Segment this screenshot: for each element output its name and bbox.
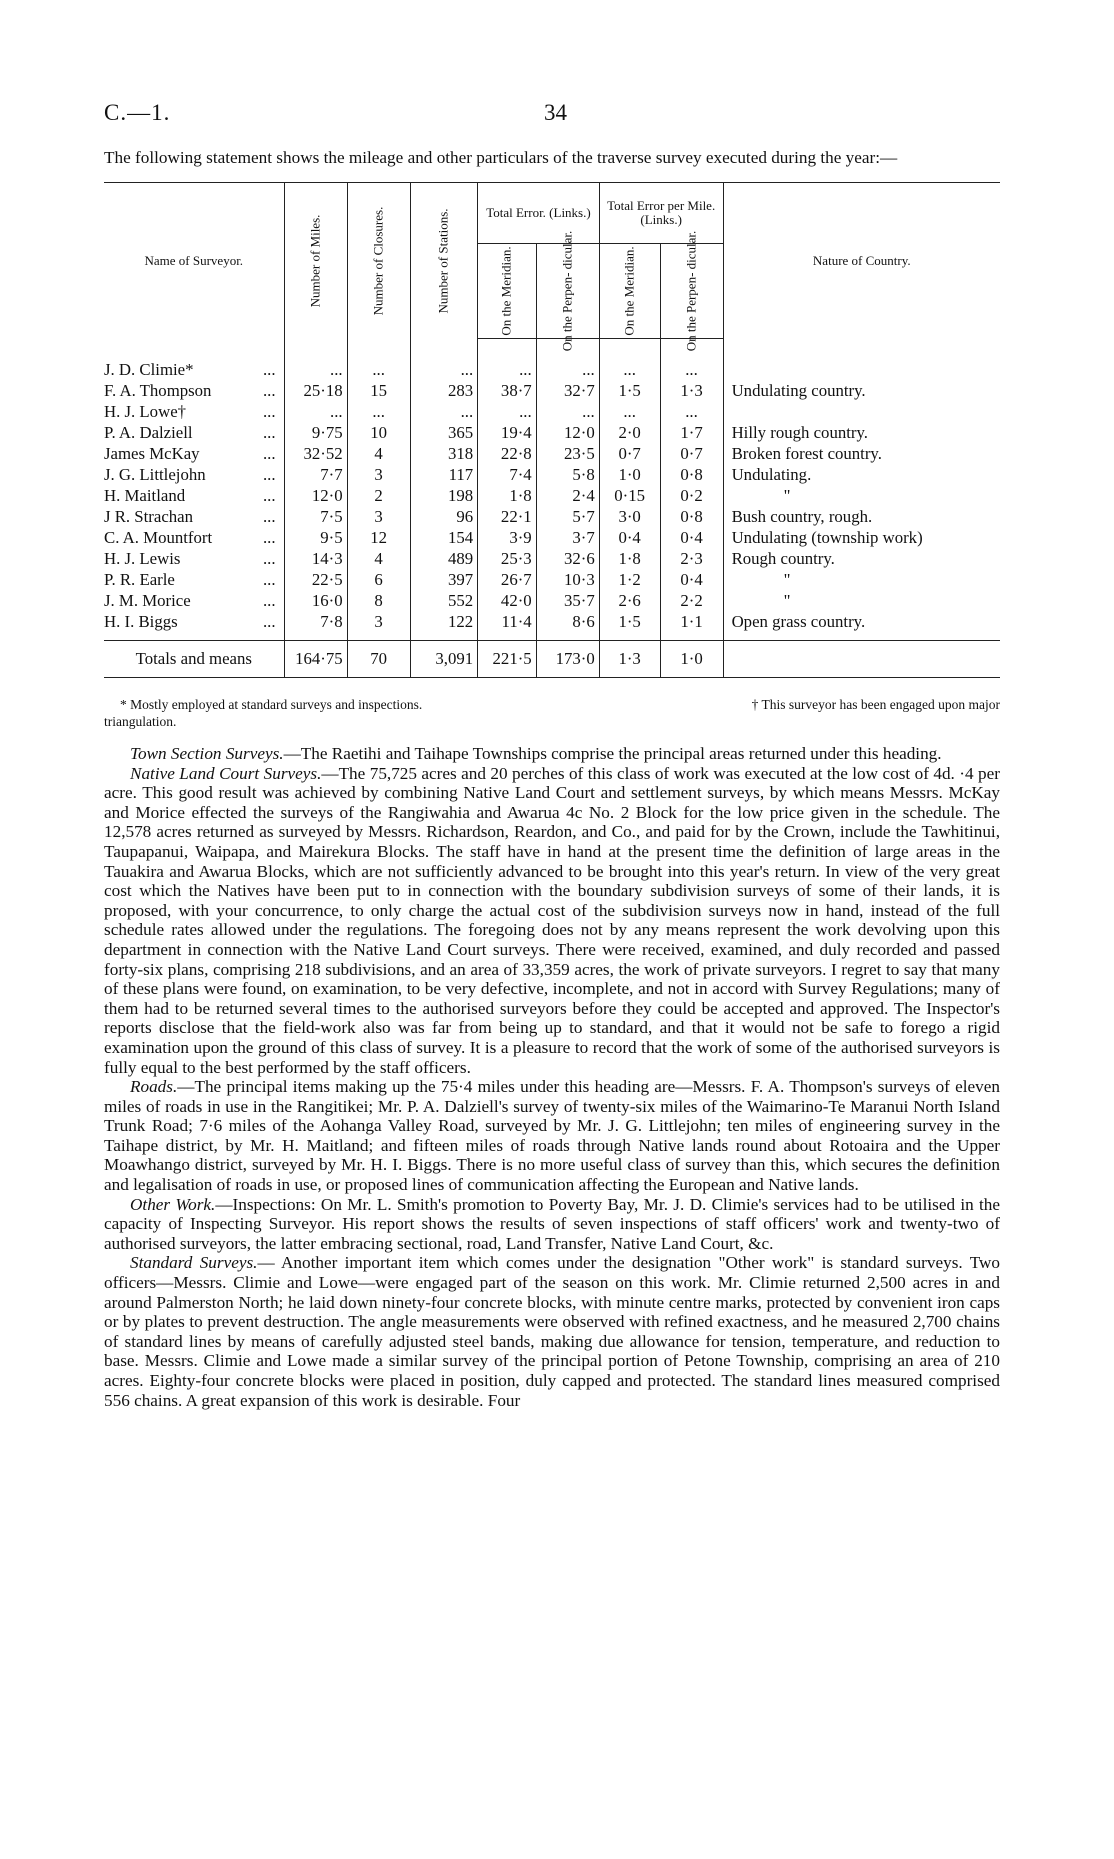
cell-pm-mer: 0·4 <box>599 527 660 548</box>
cell-stations: 283 <box>410 380 478 401</box>
cell-pm-mer: 2·6 <box>599 590 660 611</box>
surveyor-name-cell <box>104 590 284 611</box>
totals-miles: 164·75 <box>284 641 347 678</box>
totals-stations: 3,091 <box>410 641 478 678</box>
cell-te-mer: ... <box>478 339 537 381</box>
page-number: 34 <box>544 100 567 125</box>
leader-dots: ... <box>262 549 276 568</box>
surveyor-name-cell <box>104 527 284 548</box>
leader-dots: ... <box>262 402 276 421</box>
surveyor-name-cell <box>104 401 284 422</box>
leader-dots: ... <box>262 570 276 589</box>
heading-roads: Roads. <box>130 1077 178 1097</box>
cell-nature: Undulating country. <box>723 380 1000 401</box>
footnotes <box>104 696 1000 713</box>
header-te-perpendicular: On the Perpen- dicular. <box>536 244 599 339</box>
cell-closures: 3 <box>347 611 410 641</box>
cell-te-perp: 8·6 <box>536 611 599 641</box>
header-pm-meridian: On the Meridian. <box>599 244 660 339</box>
footnote-star: * Mostly employed at standard surveys and inspections. <box>120 697 423 712</box>
header-te-meridian: On the Meridian. <box>478 244 537 339</box>
cell-pm-perp: 1·1 <box>660 611 723 641</box>
table-row <box>104 422 1000 443</box>
cell-miles: 32·52 <box>284 443 347 464</box>
cell-closures: 12 <box>347 527 410 548</box>
cell-pm-perp: 0·4 <box>660 527 723 548</box>
report-body <box>104 744 1000 1410</box>
leader-dots: ... <box>262 423 276 442</box>
traverse-survey-table <box>104 182 1000 678</box>
surveyor-name-cell <box>104 548 284 569</box>
cell-te-perp: 23·5 <box>536 443 599 464</box>
cell-nature: Rough country. <box>723 548 1000 569</box>
table-row <box>104 569 1000 590</box>
totals-label: Totals and means <box>104 641 284 678</box>
surveyor-name: J. D. Climie* <box>104 359 194 379</box>
cell-stations: 318 <box>410 443 478 464</box>
cell-te-perp: 2·4 <box>536 485 599 506</box>
cell-miles: 12·0 <box>284 485 347 506</box>
cell-nature: " <box>723 590 1000 611</box>
cell-te-mer: 19·4 <box>478 422 537 443</box>
cell-pm-perp: 1·7 <box>660 422 723 443</box>
header-stations: Number of Stations. <box>410 183 478 339</box>
cell-miles: 22·5 <box>284 569 347 590</box>
surveyor-name-cell <box>104 422 284 443</box>
table-row <box>104 590 1000 611</box>
cell-closures: 4 <box>347 443 410 464</box>
cell-te-mer: 7·4 <box>478 464 537 485</box>
header-closures: Number of Closures. <box>347 183 410 339</box>
paragraph-roads: Roads.—The principal items making up the 75·4 miles under this heading are—Messrs. F. A. Thompson's surveys of eleven miles of roads in use in the Rangitikei; Mr. P. A. Dalziell's survey of twenty-six miles of the Waimarino-Te Maranui North Island Trunk Road; 7·6 miles of the Aohanga Valley Road, surveyed by Mr. J. G. Littlejohn; ten miles of engineering survey in the Taihape district, by Mr. H. Maitland; and fifteen miles of roads through Native lands round about Rotoaira and the Upper Moawhango district, surveyed by Mr. H. I. Biggs. There is no more useful class of survey than this, which secures the definition and legalisation of roads in use, or proposed lines of communication affecting the European and Native lands. <box>104 1077 1000 1195</box>
cell-te-mer: 22·1 <box>478 506 537 527</box>
table-row <box>104 485 1000 506</box>
document-reference: C.—1. <box>104 100 171 125</box>
cell-pm-perp: 0·2 <box>660 485 723 506</box>
paragraph-other-work: Other Work.—Inspections: On Mr. L. Smith's promotion to Poverty Bay, Mr. J. D. Climie's services had to be utilised in the capacity of Inspecting Surveyor. His report shows the results of seven inspections of staff officers' work and twenty-two of authorised surveyors, the latter embracing sectional, road, Land Transfer, Native Land Court, &c. <box>104 1194 1001 1253</box>
cell-pm-perp: 0·8 <box>660 464 723 485</box>
cell-te-mer: 26·7 <box>478 569 537 590</box>
cell-closures: 3 <box>347 506 410 527</box>
leader-dots: ... <box>262 612 276 631</box>
cell-pm-mer: 1·8 <box>599 548 660 569</box>
cell-stations: ... <box>410 401 478 422</box>
cell-stations: 365 <box>410 422 478 443</box>
cell-te-perp: 3·7 <box>536 527 599 548</box>
cell-stations: 96 <box>410 506 478 527</box>
page-header <box>104 96 1000 148</box>
cell-pm-mer: 1·5 <box>599 611 660 641</box>
totals-closures: 70 <box>347 641 410 678</box>
cell-te-mer: 11·4 <box>478 611 537 641</box>
cell-nature: Bush country, rough. <box>723 506 1000 527</box>
cell-stations: 154 <box>410 527 478 548</box>
cell-te-mer: 38·7 <box>478 380 537 401</box>
cell-stations: 117 <box>410 464 478 485</box>
cell-nature: Undulating. <box>723 464 1000 485</box>
cell-te-mer: 25·3 <box>478 548 537 569</box>
surveyor-name: H. J. Lewis <box>104 549 181 568</box>
cell-stations: 397 <box>410 569 478 590</box>
cell-pm-mer: 1·5 <box>599 380 660 401</box>
table-row <box>104 380 1000 401</box>
surveyor-name: H. J. Lowe† <box>104 402 187 421</box>
cell-closures: ... <box>347 339 410 381</box>
cell-nature: Undulating (township work) <box>723 527 1000 548</box>
cell-miles: 9·5 <box>284 527 347 548</box>
surveyor-name: P. R. Earle <box>104 570 175 589</box>
surveyor-name: H. I. Biggs <box>104 612 178 631</box>
leader-dots: ... <box>262 465 276 484</box>
cell-pm-mer: 0·15 <box>599 485 660 506</box>
cell-te-perp: 35·7 <box>536 590 599 611</box>
surveyor-name-cell <box>104 485 284 506</box>
cell-te-perp: 32·6 <box>536 548 599 569</box>
header-error-per-mile: Total Error per Mile. (Links.) <box>599 183 723 244</box>
cell-stations: 198 <box>410 485 478 506</box>
leader-dots: ... <box>262 359 276 379</box>
cell-te-mer: 42·0 <box>478 590 537 611</box>
table-row <box>104 506 1000 527</box>
surveyor-name: H. Maitland <box>104 486 186 505</box>
surveyor-name: C. A. Mountfort <box>104 528 213 547</box>
table-row <box>104 401 1000 422</box>
footnote-dagger: † This surveyor has been engaged upon major <box>751 697 1000 712</box>
cell-closures: 6 <box>347 569 410 590</box>
cell-closures: 10 <box>347 422 410 443</box>
table-row <box>104 464 1000 485</box>
header-total-error: Total Error. (Links.) <box>478 183 600 244</box>
totals-nature <box>723 641 1000 678</box>
cell-te-mer: 22·8 <box>478 443 537 464</box>
surveyor-name-cell <box>104 569 284 590</box>
paragraph-town-sections: Town Section Surveys.—The Raetihi and Taihape Townships comprise the principal areas returned under this heading. <box>130 744 942 763</box>
totals-pm-perpendicular: 1·0 <box>660 641 723 678</box>
cell-nature: " <box>723 485 1000 506</box>
cell-miles: 7·7 <box>284 464 347 485</box>
cell-pm-mer: ... <box>599 339 660 381</box>
table-row <box>104 527 1000 548</box>
cell-stations: ... <box>410 339 478 381</box>
cell-miles: ... <box>284 401 347 422</box>
cell-nature: Broken forest country. <box>723 443 1000 464</box>
cell-pm-perp: 0·8 <box>660 506 723 527</box>
cell-te-perp: 10·3 <box>536 569 599 590</box>
cell-miles: 7·5 <box>284 506 347 527</box>
cell-pm-mer: 2·0 <box>599 422 660 443</box>
cell-pm-perp: 2·2 <box>660 590 723 611</box>
cell-miles: 14·3 <box>284 548 347 569</box>
surveyor-name-cell <box>104 339 284 381</box>
heading-town-sections: Town Section Surveys. <box>130 744 284 763</box>
leader-dots: ... <box>262 528 276 547</box>
cell-pm-perp: ... <box>660 401 723 422</box>
cell-pm-mer: 3·0 <box>599 506 660 527</box>
paragraph-standard-surveys: Standard Surveys.— Another important item which comes under the designation "Other work" is standard surveys. Two officers—Messrs. Climie and Lowe—were engaged part of the season on this work. Mr. Climie returned 2,500 acres in and around Palmerston North; he laid down ninety-four concrete blocks, with minute centre marks, protected by convenient iron caps or by plates to prevent destruction. The angle measurements were observed with refined exactness, and he measured 2,700 chains of standard lines by means of carefully adjusted steel bands, making due allowance for tension, temperature, and reduction to base. Messrs. Climie and Lowe made a similar survey of the principal portion of Petone Township, comprising an area of 210 acres. Eighty-four concrete blocks were placed in position, duly capped and protected. The standard lines measured comprised 556 chains. A great expansion of this work is desirable. Four <box>104 1253 1000 1410</box>
header-surveyor-name: Name of Surveyor. <box>104 183 284 339</box>
surveyor-name: J. M. Morice <box>104 591 191 610</box>
cell-nature: " <box>723 569 1000 590</box>
surveyor-name: J. G. Littlejohn <box>104 465 206 484</box>
cell-stations: 122 <box>410 611 478 641</box>
heading-standard-surveys: Standard Surveys. <box>130 1253 258 1273</box>
cell-nature <box>723 339 1000 381</box>
cell-closures: 3 <box>347 464 410 485</box>
cell-te-perp: 12·0 <box>536 422 599 443</box>
cell-miles: ... <box>284 339 347 381</box>
paragraph-native-land: Native Land Court Surveys.—The 75,725 acres and 20 perches of this class of work was executed at the low cost of 4d. ·4 per acre. This good result was achieved by combining Native Land Court and settlement surveys, by which means Messrs. McKay and Morice effected the surveys of the Rangiwahia and Awarua 4c No. 2 Block for the low price given in the schedule. The 12,578 acres returned as surveyed by Messrs. Richardson, Reardon, and Co., and paid for by the Crown, include the Tawhitinui, Taupapanui, Waipapa, and Mairekura Blocks. The staff have in hand at the present time the definition of large areas in the Tauakira and Awarua Blocks, which are not sufficiently advanced to be brought into this year's return. In view of the very great cost which the Natives have been put to in connection with the boundary subdivision surveys of some of their lands, it is proposed, with your concurrence, to only charge the actual cost of the subdivision surveys now in hand, instead of the full schedule rates allowed under the regulations. The foregoing does not by any means represent the work devolving upon this department in connection with the Native Land Court surveys. There were received, examined, and duly recorded and passed forty-six plans, comprising 218 subdivisions, and an area of 33,359 acres, the work of private surveyors. I regret to say that many of these plans were found, on examination, to be very defective, incomplete, and not in accord with Survey Regulations; many of them had to be returned several times to the authorised surveyors before they could be accepted and approved. The Inspector's reports disclose that the field-work also was far from being up to standard, and that it would not be safe to forego a rigid examination upon the ground of this class of survey. It is a pleasure to record that the work of some of the authorised surveyors is fully equal to the best performed by the staff officers. <box>104 763 1000 1077</box>
surveyor-name-cell <box>104 506 284 527</box>
leader-dots: ... <box>262 444 276 463</box>
cell-te-mer: 1·8 <box>478 485 537 506</box>
header-miles: Number of Miles. <box>284 183 347 339</box>
leader-dots: ... <box>262 381 276 400</box>
surveyor-name-cell <box>104 380 284 401</box>
surveyor-name: F. A. Thompson <box>104 381 212 400</box>
surveyor-name-cell <box>104 443 284 464</box>
surveyor-name-cell <box>104 464 284 485</box>
table-row <box>104 443 1000 464</box>
cell-pm-perp: 0·7 <box>660 443 723 464</box>
cell-te-perp: 5·8 <box>536 464 599 485</box>
cell-te-mer: ... <box>478 401 537 422</box>
cell-miles: 25·18 <box>284 380 347 401</box>
document-page <box>104 96 1000 1410</box>
totals-te-meridian: 221·5 <box>478 641 537 678</box>
cell-te-mer: 3·9 <box>478 527 537 548</box>
cell-te-perp: 32·7 <box>536 380 599 401</box>
cell-pm-mer: 0·7 <box>599 443 660 464</box>
cell-nature: Hilly rough country. <box>723 422 1000 443</box>
cell-pm-mer: ... <box>599 401 660 422</box>
cell-nature <box>723 401 1000 422</box>
heading-native-land: Native Land Court Surveys. <box>130 763 322 783</box>
cell-miles: 7·8 <box>284 611 347 641</box>
cell-te-perp: ... <box>536 339 599 381</box>
table-row <box>104 339 1000 381</box>
footnote-dagger-continued: triangulation. <box>104 714 177 729</box>
cell-closures: 15 <box>347 380 410 401</box>
cell-closures: 8 <box>347 590 410 611</box>
intro-statement: The following statement shows the mileage and other particulars of the traverse survey executed during the year:— <box>104 148 898 167</box>
header-pm-perpendicular: On the Perpen- dicular. <box>660 244 723 339</box>
cell-closures: 2 <box>347 485 410 506</box>
cell-closures: 4 <box>347 548 410 569</box>
cell-stations: 552 <box>410 590 478 611</box>
cell-te-perp: ... <box>536 401 599 422</box>
survey-table-body <box>104 339 1000 641</box>
totals-pm-meridian: 1·3 <box>599 641 660 678</box>
totals-row <box>104 641 1000 678</box>
cell-pm-perp: 1·3 <box>660 380 723 401</box>
cell-pm-perp: 2·3 <box>660 548 723 569</box>
cell-pm-perp: 0·4 <box>660 569 723 590</box>
totals-te-perpendicular: 173·0 <box>536 641 599 678</box>
table-row <box>104 548 1000 569</box>
cell-stations: 489 <box>410 548 478 569</box>
cell-pm-perp: ... <box>660 339 723 381</box>
leader-dots: ... <box>262 486 276 505</box>
surveyor-name: James McKay <box>104 444 200 463</box>
table-row <box>104 611 1000 641</box>
cell-pm-mer: 1·2 <box>599 569 660 590</box>
leader-dots: ... <box>262 591 276 610</box>
cell-pm-mer: 1·0 <box>599 464 660 485</box>
header-nature-country: Nature of Country. <box>723 183 1000 339</box>
cell-nature: Open grass country. <box>723 611 1000 641</box>
surveyor-name: P. A. Dalziell <box>104 423 193 442</box>
cell-closures: ... <box>347 401 410 422</box>
leader-dots: ... <box>262 507 276 526</box>
cell-miles: 16·0 <box>284 590 347 611</box>
surveyor-name-cell <box>104 611 284 641</box>
surveyor-name: J R. Strachan <box>104 507 194 526</box>
cell-miles: 9·75 <box>284 422 347 443</box>
heading-other-work: Other Work. <box>130 1194 216 1214</box>
cell-te-perp: 5·7 <box>536 506 599 527</box>
